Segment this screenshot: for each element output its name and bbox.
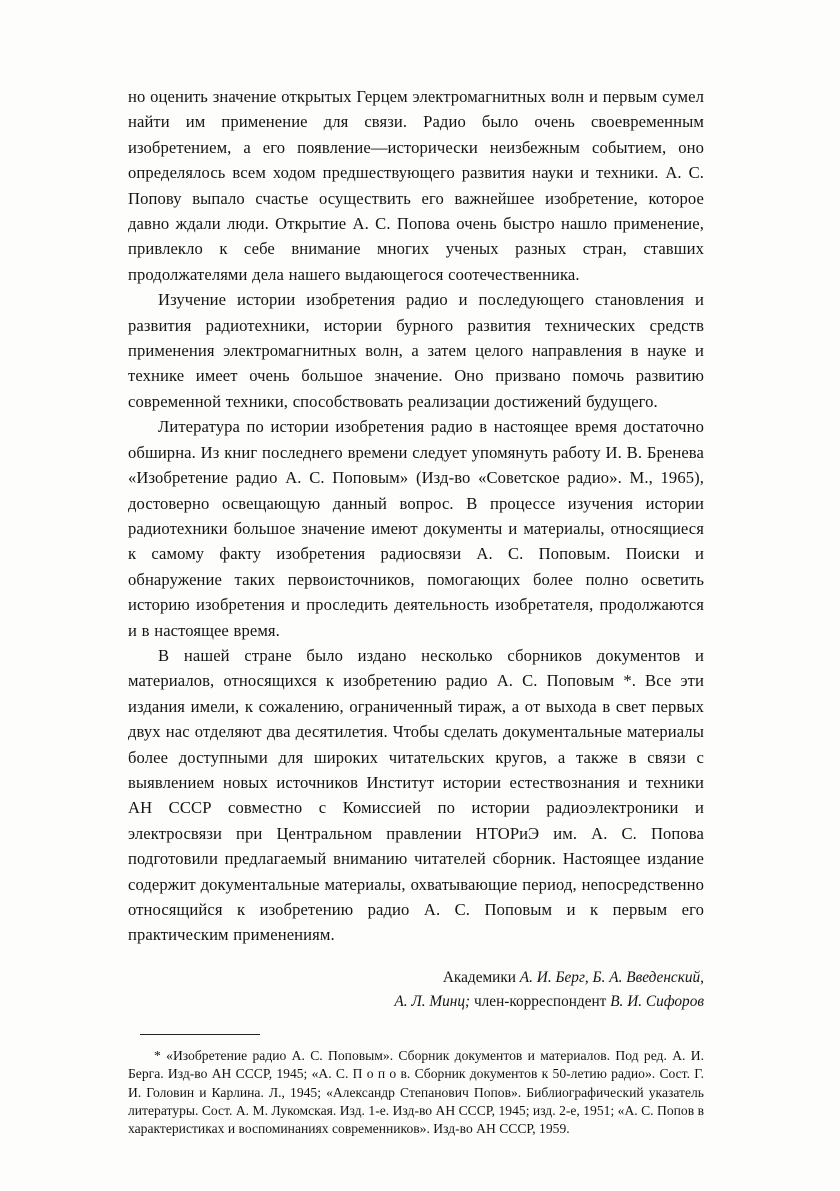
signature-block	[128, 966, 704, 1014]
signature-names-3: В. И. Сифоров	[610, 992, 704, 1010]
signature-role-academics: Академики	[442, 968, 520, 986]
footnote-block	[128, 1047, 704, 1139]
paragraph-1: но оценить значение открытых Герцем электромагнитных волн и первым сумел найти им применение для связи. Радио было очень своевременным изобретением, а его появление—исторически неизбежным событием, оно определялось всем ходом предшествующего развития науки и техники. А. С. Попову выпало счастье осуществить его важнейшее изобретение, которое давно ждали люди. Открытие А. С. Попова очень быстро нашло применение, привлекло к себе внимание многих ученых разных стран, ставших продолжателями дела нашего выдающегося соотечественника.	[128, 87, 704, 284]
paragraph-2: Изучение истории изобретения радио и последующего становления и развития радиотехники, истории бурного развития технических средств применения электромагнитных волн, а затем целого направления в науке и технике имеет очень большое значение. Оно призвано помочь развитию современной техники, способствовать реализации достижений будущего.	[128, 290, 704, 411]
paragraph-4: В нашей стране было издано несколько сборников документов и материалов, относящихся к изобретению радио А. С. Поповым *. Все эти издания имели, к сожалению, ограниченный тираж, а от выхода в свет первых двух нас отделяют два десятилетия. Чтобы сделать документальные материалы более доступными для широких читательских кругов, а также в связи с выявлением новых источников Институт истории естествознания и техники АН СССР совместно с Комиссией по истории радиоэлектроники и электросвязи при Центральном правлении НТОРиЭ им. А. С. Попова подготовили предлагаемый вниманию читателей сборник. Настоящее издание содержит документальные материалы, охватывающие период, непосредственно относящийся к изобретению радио А. С. Поповым и к первым его практическим применениям.	[128, 645, 704, 945]
paragraph-3: Литература по истории изобретения радио в настоящее время достаточно обширна. Из книг последнего времени следует упомянуть работу И. В. Бренева «Изобретение радио А. С. Поповым» (Изд-во «Советское радио». М., 1965), достоверно освещающую данный вопрос. В процессе изучения истории радиотехники большое значение имеют документы и материалы, относящиеся к самому факту изобретения радиосвязи А. С. Поповым. Поиски и обнаружение таких первоисточников, помогающих более полно осветить историю изобретения и проследить деятельность изобретателя, продолжаются и в настоящее время.	[128, 417, 704, 640]
signature-line-2	[128, 990, 704, 1014]
signature-names-1: А. И. Берг, Б. А. Введенский,	[519, 968, 704, 986]
text-column	[128, 84, 704, 1139]
footnote-separator-rule	[140, 1034, 260, 1035]
signature-role-corresponding-member: член-корреспондент	[470, 992, 611, 1010]
footnote-marker: *	[154, 1047, 161, 1063]
signature-line-1	[128, 966, 704, 990]
signature-names-2: А. Л. Минц;	[394, 992, 471, 1010]
footnote-text: «Изобретение радио А. С. Поповым». Сборник документов и материалов. Под ред. А. И. Берга. Изд-во АН СССР, 1945; «А. С. П о п о в. Сборник документов к 50-летию радио». Сост. Г. И. Головин и Карлина. Л., 1945; «Александр Степанович Попов». Библиографический указатель литературы. Сост. А. М. Лукомская. Изд. 1-е. Изд-во АН СССР, 1945; изд. 2-е, 1951; «А. С. Попов в характеристиках и воспоминаниях современников». Изд-во АН СССР, 1959.	[128, 1047, 704, 1137]
